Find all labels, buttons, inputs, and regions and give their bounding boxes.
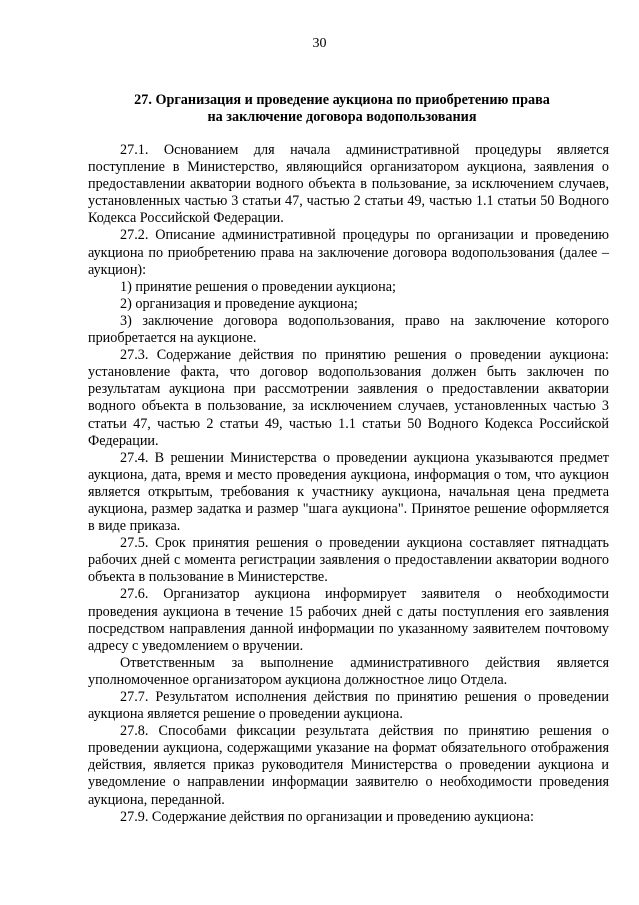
paragraph-27-2: 27.2. Описание административной процедуры по организации и проведению аукциона по приобретению права на заключение договора водопользования (далее – аукцион):	[88, 227, 609, 278]
paragraph-27-4: 27.4. В решении Министерства о проведении аукциона указываются предмет аукциона, дата, время и место проведения аукциона, информация о том, что аукцион является открытым, требования к участнику аукциона, начальная цена предмета аукциона, размер задатка и размер "шага аукциона". Принятое решение оформляется в виде приказа.	[88, 449, 609, 535]
paragraph-27-6: 27.6. Организатор аукциона информирует заявителя о необходимости проведения аукциона в течение 15 рабочих дней с даты поступления его заявления посредством направления данной информации по указанному заявителем почтовому адресу с уведомлением о вручении.	[88, 586, 609, 654]
page-number: 30	[312, 36, 327, 51]
paragraph-responsible: Ответственным за выполнение административного действия является уполномоченное организатором аукциона должностное лицо Отдела.	[88, 654, 609, 688]
section-heading-line-1: 27. Организация и проведение аукциона по приобретению права	[134, 92, 550, 108]
list-item-3: 3) заключение договора водопользования, право на заключение которого приобретается на аукционе.	[88, 312, 609, 347]
paragraph-27-1: 27.1. Основанием для начала административной процедуры является поступление в Министерство, являющийся организатором аукциона, заявления о предоставлении акватории водного объекта в пользование, за исключением случаев, установленных частью 3 статьи 47, частью 2 статьи 49, частью 1.1 статьи 50 Водного Кодекса Российской Федерации.	[88, 142, 609, 227]
list-item-2: 2) организация и проведение аукциона;	[120, 295, 358, 312]
paragraph-27-3: 27.3. Содержание действия по принятию решения о проведении аукциона: установление факта, что договор водопользования должен быть заключен по результатам аукциона при рассмотрении заявления о предоставлении акватории водного объекта в пользование, за исключением случаев, установленных частью 3 статьи 47, частью 2 статьи 49, частью 1.1 статьи 50 Водного Кодекса Российской Федерации.	[88, 347, 609, 449]
paragraph-27-7: 27.7. Результатом исполнения действия по принятию решения о проведении аукциона является решение о проведении аукциона.	[88, 689, 609, 723]
section-heading	[88, 92, 596, 126]
paragraph-27-9: 27.9. Содержание действия по организации и проведению аукциона:	[120, 808, 534, 825]
paragraph-27-8: 27.8. Способами фиксации результата действия по принятию решения о проведении аукциона, содержащими указание на формат обязательного отображения действия, является приказ руководителя Министерства о проведении аукциона и уведомление о направлении информации заявителю о необходимости проведения аукциона, переданной.	[88, 723, 609, 808]
paragraph-27-5: 27.5. Срок принятия решения о проведении аукциона составляет пятнадцать рабочих дней с момента регистрации заявления о предоставлении акватории водного объекта в пользование в Министерстве.	[88, 535, 609, 586]
list-item-1: 1) принятие решения о проведении аукциона;	[120, 278, 396, 295]
section-heading-line-2: на заключение договора водопользования	[207, 109, 477, 125]
document-body	[88, 142, 609, 826]
